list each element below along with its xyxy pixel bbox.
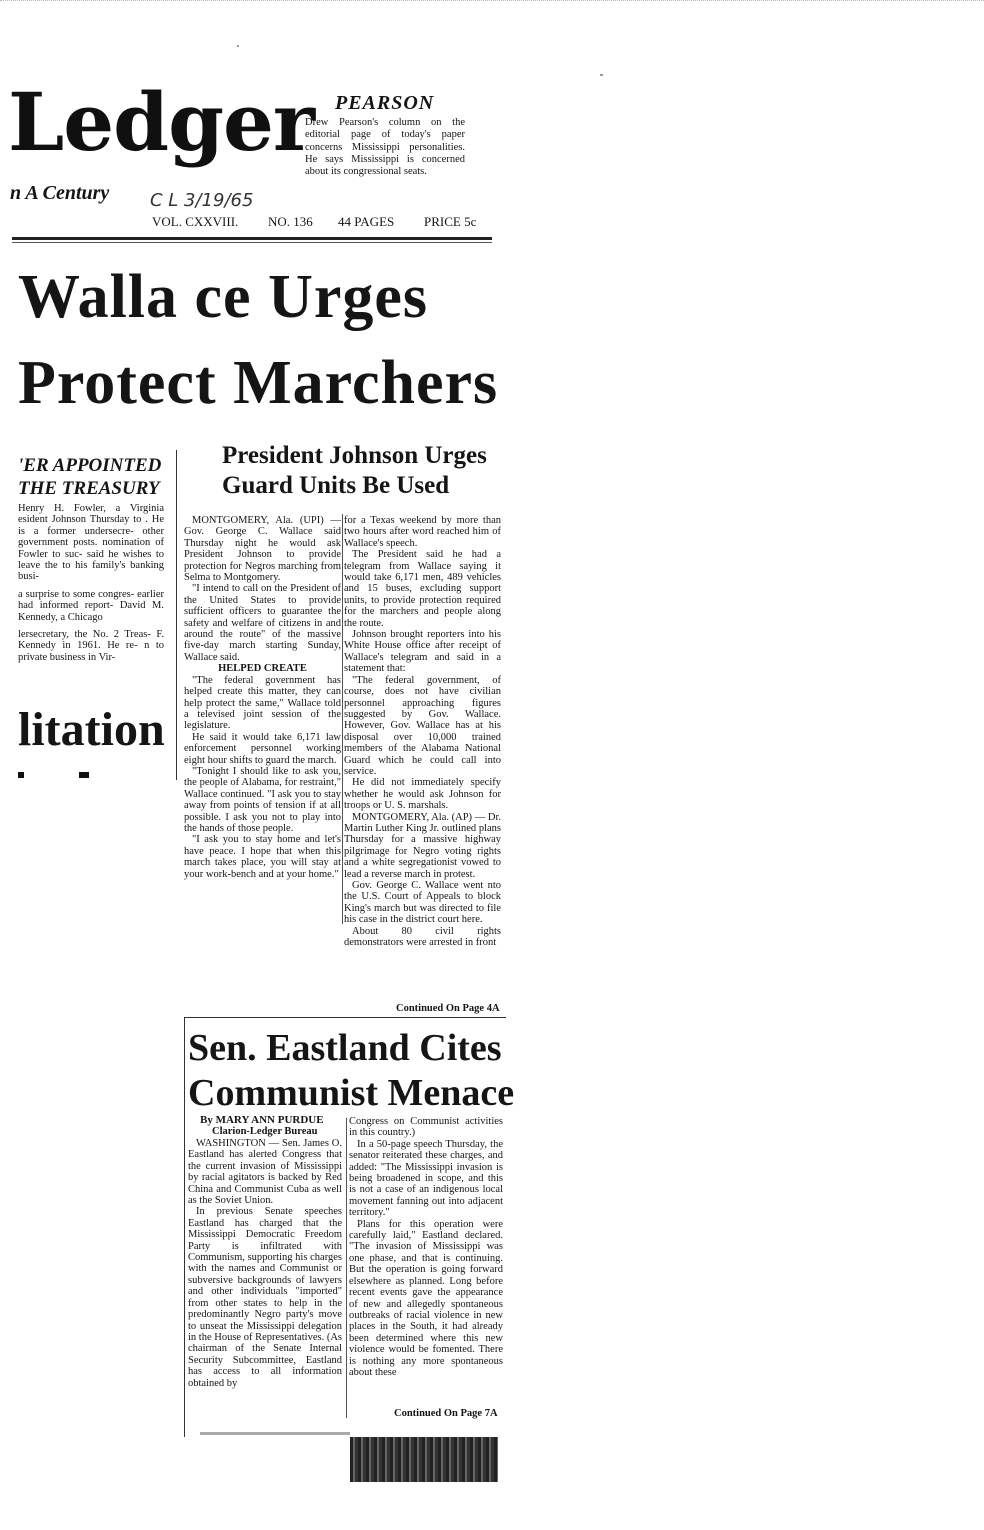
story-paragraph: Plans for this operation were carefully laid," Eastland declared. "The invasion of Mississippi was one phase, and that is continuing. But the operation is going forward elsewhere as planned. Long before recent events gave the appearance of new and allegedly spontaneous outbreaks of racial violence in new places in the South, it had already been determined where this new violence would be fomented. There is nothing any more spontaneous about these	[349, 1218, 503, 1378]
left-paragraph: Henry H. Fowler, a Virginia esident Johnson Thursday to . He is a former undersecre- other government posts. nomination of Fowler to suc- said he wishes to leave the to his family's banking busi-	[18, 503, 164, 583]
fragment-headline: litation	[18, 703, 165, 756]
volume-label: VOL. CXXVIII.	[152, 214, 239, 229]
masthead-rule	[12, 237, 492, 240]
left-paragraph: lersecretary, the No. 2 Treas- F. Kennedy in 1961. He re- n to private business in Vir-	[18, 629, 164, 663]
byline: By MARY ANN PURDUE	[200, 1114, 324, 1126]
masthead-tagline: n A Century	[10, 182, 110, 204]
eastland-column-1	[188, 1138, 342, 1389]
speck-mark	[237, 45, 239, 47]
price-label: PRICE 5c	[424, 214, 477, 229]
story-paragraph: MONTGOMERY, Ala. (AP) — Dr. Martin Luther King Jr. outlined plans Thursday for a massive highway pilgrimage for Negro voting rights and a white segregationist vowed to lead a reverse march in protest.	[344, 811, 501, 880]
left-story-head-line2: THE TREASURY	[18, 478, 160, 499]
left-paragraph: a surprise to some congres- earlier had informed report- David M. Kennedy, a Chicago	[18, 588, 164, 623]
story-paragraph: In previous Senate speeches Eastland has charged that the Mississippi Democratic Freedom Party is infiltrated with Communism, supporting his charges with the names and Communist or subversive backgrounds of lawyers and other individuals "imported" from other states to help in the predominantly Negro party's move to unseat the Mississippi delegation in the House of Representatives. (As chairman of the Senate Internal Security Subcommittee, Eastland has access to all information obtained by	[188, 1206, 342, 1389]
section-side-rule	[184, 1017, 185, 1437]
story-paragraph: WASHINGTON — Sen. James O. Eastland has alerted Congress that the current invasion of Mississippi by racial agitators is backed by Red China and Communist Cuba as well as the Soviet Union.	[188, 1138, 342, 1207]
story-paragraph: Johnson brought reporters into his White House office after receipt of Wallace's telegram and said in a statement that:	[344, 629, 501, 675]
story-paragraph: "The federal government has helped create this matter, they can help protect the same," Wallace told a televised joint session of the legislature.	[184, 674, 341, 732]
bottom-rule	[200, 1432, 350, 1435]
handwritten-date: C L 3/19/65	[150, 190, 254, 211]
main-headline-line2: Protect Marchers	[18, 349, 499, 417]
page-top-border	[0, 0, 984, 4]
story-paragraph: "I ask you to stay home and let's have peace. I hope that when this march takes place, you will stay at your work-bench and at your home."	[184, 834, 341, 880]
section-rule	[184, 1017, 506, 1018]
story-paragraph: "I intend to call on the President of the United States to provide sufficient officers to guarantee the safety and welfare of citizens in and around the route" of the massive five-day march starting Sunday, Wallace said.	[184, 583, 341, 663]
fragment-type-marks	[18, 772, 168, 786]
story-paragraph: Gov. George C. Wallace went nto the U.S. Court of Appeals to block King's march but was directed to file his case in the district court here.	[344, 880, 501, 926]
story-paragraph: About 80 civil rights demonstrators were arrested in front	[344, 925, 501, 949]
johnson-column-1	[184, 515, 341, 925]
column-rule	[346, 1118, 347, 1418]
photocopy-smudge	[350, 1437, 498, 1482]
masthead-rule-thin	[12, 242, 492, 243]
issue-number: NO. 136	[268, 214, 313, 229]
eastland-headline-line1: Sen. Eastland Cites	[188, 1027, 502, 1069]
eastland-column-2	[349, 1116, 503, 1378]
pearson-body: Drew Pearson's column on the editorial page of today's paper concerns Mississippi personalities. He says Mississippi is concerned about its congressional seats.	[305, 117, 465, 178]
column-rule	[176, 450, 177, 780]
continued-jump-line: Continued On Page 4A	[396, 1003, 500, 1014]
bureau-credit: Clarion-Ledger Bureau	[212, 1126, 318, 1137]
johnson-column-2	[344, 515, 501, 948]
story-paragraph: In a 50-page speech Thursday, the senator reiterated these charges, and added: "The Mississippi invasion is being broadened in scope, and this is not a case of an indigenous local movement fanning out into adjacent territory."	[349, 1138, 503, 1219]
story-paragraph: for a Texas weekend by more than two hours after word reached him of Wallace's speech.	[344, 515, 501, 549]
main-headline-line1: Walla ce Urges	[18, 263, 429, 331]
pearson-heading: PEARSON	[335, 92, 435, 114]
johnson-subhead-line1: President Johnson Urges	[222, 442, 487, 469]
eastland-headline-line2: Communist Menace	[188, 1072, 515, 1114]
left-story-head-line1: 'ER APPOINTED	[18, 455, 162, 476]
story-paragraph: "Tonight I should like to ask you, the people of Alabama, for restraint," Wallace continued. "I ask you to stay away from points of tension if at all possible. I ask you not to play into the hands of those people.	[184, 765, 341, 834]
masthead-name: Ledger	[8, 75, 315, 169]
story-paragraph: He said it would take 6,171 law enforcement personnel working eight hour shifts to guard the march.	[184, 731, 341, 766]
speck-mark	[600, 74, 603, 76]
johnson-subhead-line2: Guard Units Be Used	[222, 472, 450, 499]
story-paragraph: MONTGOMERY, Ala. (UPI) — Gov. George C. Wallace said Thursday night he would ask President Johnson to provide protection for Negros marching from Selma to Montgomery.	[184, 515, 341, 584]
section-subhead: HELPED CREATE	[218, 663, 307, 675]
story-paragraph: "The federal government, of course, does not have civilian personnel approaching figures suggested by Gov. Wallace. However, Gov. Wallace has at his disposal over 10,000 trained members of the Alabama National Guard which he could call into service.	[344, 674, 501, 777]
story-paragraph: He did not immediately specify whether he would ask Johnson for troops or U. S. marshals.	[344, 777, 501, 812]
continued-jump-line: Continued On Page 7A	[394, 1408, 498, 1419]
left-story-body	[18, 503, 164, 669]
page-count: 44 PAGES	[338, 214, 395, 229]
story-paragraph: Congress on Communist activities in this country.)	[349, 1116, 503, 1139]
column-rule	[342, 514, 343, 924]
story-paragraph: The President said he had a telegram from Wallace saying it would take 6,171 men, 489 vehicles and 15 buses, excluding support units, to provide protection required for the marchers and people along the route.	[344, 549, 501, 629]
